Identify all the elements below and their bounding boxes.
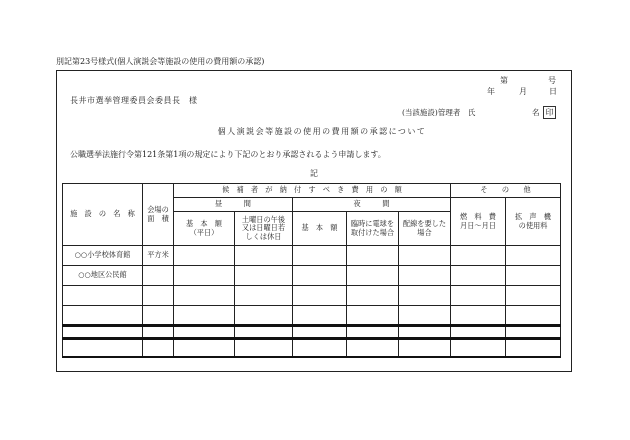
header-speaker-fee-line: 拡 声 機 bbox=[515, 211, 551, 221]
table-cell bbox=[235, 266, 293, 286]
table-cell bbox=[235, 286, 293, 306]
manager-name-label: 名 bbox=[532, 108, 540, 117]
table-cell bbox=[293, 266, 347, 286]
table-header-row bbox=[63, 184, 561, 198]
table-cell bbox=[293, 326, 347, 339]
header-night-bulb bbox=[347, 212, 399, 246]
table-cell bbox=[174, 246, 235, 266]
table-cell bbox=[399, 326, 451, 339]
table-cell bbox=[451, 246, 506, 266]
table-row bbox=[63, 306, 561, 326]
addressee: 長井市選挙管理委員会委員長 様 bbox=[70, 96, 198, 105]
header-facility-name: 施 設 の 名 称 bbox=[63, 184, 143, 246]
table-cell bbox=[293, 246, 347, 266]
document-number-prefix: 第 bbox=[500, 76, 508, 85]
document-number-suffix: 号 bbox=[548, 76, 556, 85]
table-cell bbox=[399, 246, 451, 266]
header-fuel-cost bbox=[451, 198, 506, 246]
table-cell bbox=[451, 286, 506, 306]
table-cell bbox=[347, 246, 399, 266]
header-night-wiring-line: 場合 bbox=[417, 227, 432, 237]
table-cell bbox=[293, 339, 347, 357]
table-cell bbox=[451, 326, 506, 339]
table-cell bbox=[293, 286, 347, 306]
header-speaker-fee-line: の使用料 bbox=[518, 220, 548, 230]
seal-box: 印 bbox=[543, 106, 556, 119]
header-speaker-fee bbox=[506, 198, 561, 246]
table-cell bbox=[347, 266, 399, 286]
manager-label: (当該施設)管理者 氏 bbox=[402, 108, 476, 117]
table-cell bbox=[451, 266, 506, 286]
venue-area-cell: 平方米 bbox=[143, 246, 174, 266]
table-cell bbox=[174, 306, 235, 326]
table-cell bbox=[506, 286, 561, 306]
table-cell bbox=[143, 339, 174, 357]
table-cell bbox=[63, 326, 143, 339]
application-statement: 公職選挙法施行令第121条第1項の規定により下記のとおり承認されるよう申請します。 bbox=[70, 150, 386, 159]
table-cell bbox=[143, 286, 174, 306]
table-cell bbox=[174, 326, 235, 339]
header-night-wiring-line: 配線を要した bbox=[402, 218, 447, 228]
table-cell bbox=[63, 339, 143, 357]
table-cell bbox=[347, 286, 399, 306]
table-row bbox=[63, 266, 561, 286]
fee-table bbox=[62, 183, 561, 358]
table-cell bbox=[143, 326, 174, 339]
header-day-holiday-line: 又は日曜日若 bbox=[241, 223, 286, 233]
form-caption: 別記第23号様式(個人演説会等施設の使用の費用額の承認) bbox=[56, 57, 265, 66]
date-day-label: 日 bbox=[549, 87, 557, 96]
table-cell bbox=[506, 339, 561, 357]
header-venue-area-line: 面 積 bbox=[147, 213, 169, 223]
header-venue-area bbox=[143, 184, 174, 246]
table-separator-row bbox=[63, 326, 561, 339]
table-cell bbox=[399, 266, 451, 286]
header-night-bulb-line: 臨時に電球を bbox=[350, 218, 395, 228]
table-row bbox=[63, 286, 561, 306]
header-daytime: 昼 間 bbox=[174, 198, 293, 212]
table-cell bbox=[399, 286, 451, 306]
header-other: そ の 他 bbox=[451, 184, 561, 198]
table-cell bbox=[347, 339, 399, 357]
table-cell bbox=[399, 306, 451, 326]
header-day-base-line: 基 本 額 bbox=[186, 218, 222, 228]
header-day-holiday-line: しくは休日 bbox=[245, 231, 282, 241]
header-day-holiday-line: 土曜日の午後 bbox=[241, 214, 286, 224]
table-cell bbox=[506, 326, 561, 339]
table-row bbox=[63, 246, 561, 266]
table-cell bbox=[293, 306, 347, 326]
header-day-base bbox=[174, 212, 235, 246]
header-nighttime: 夜 間 bbox=[293, 198, 451, 212]
ki-marker: 記 bbox=[310, 169, 318, 178]
table-cell bbox=[506, 246, 561, 266]
table-total-row bbox=[63, 339, 561, 357]
table-cell bbox=[399, 339, 451, 357]
table-cell bbox=[63, 306, 143, 326]
table-cell bbox=[174, 266, 235, 286]
table-cell bbox=[143, 306, 174, 326]
header-night-base: 基 本 額 bbox=[293, 212, 347, 246]
table-cell bbox=[235, 326, 293, 339]
header-day-holiday bbox=[235, 212, 293, 246]
header-night-wiring bbox=[399, 212, 451, 246]
table-cell bbox=[506, 306, 561, 326]
header-day-base-line: （平日） bbox=[189, 227, 219, 237]
table-cell bbox=[174, 286, 235, 306]
date-year-label: 年 bbox=[487, 87, 495, 96]
facility-name-cell: ○○地区公民館 bbox=[63, 266, 143, 286]
table-cell bbox=[347, 326, 399, 339]
venue-area-cell bbox=[143, 266, 174, 286]
date-month-label: 月 bbox=[519, 87, 527, 96]
table-cell bbox=[235, 339, 293, 357]
table-cell bbox=[235, 306, 293, 326]
facility-name-cell: ○○小学校体育館 bbox=[63, 246, 143, 266]
document-title: 個人演説会等施設の使用の費用額の承認について bbox=[217, 127, 427, 136]
header-fuel-cost-line: 月日～月日 bbox=[460, 220, 496, 230]
header-venue-area-line: 会場の bbox=[147, 204, 169, 214]
table-cell bbox=[347, 306, 399, 326]
header-fuel-cost-line: 燃 料 費 bbox=[460, 211, 496, 221]
table-cell bbox=[451, 339, 506, 357]
table-cell bbox=[451, 306, 506, 326]
table-cell bbox=[235, 246, 293, 266]
table-cell bbox=[174, 339, 235, 357]
table-cell bbox=[506, 266, 561, 286]
header-candidate-fee: 候 補 者 が 納 付 す べ き 費 用 の 額 bbox=[174, 184, 451, 198]
header-night-bulb-line: 取付けた場合 bbox=[350, 227, 395, 237]
table-cell bbox=[63, 286, 143, 306]
